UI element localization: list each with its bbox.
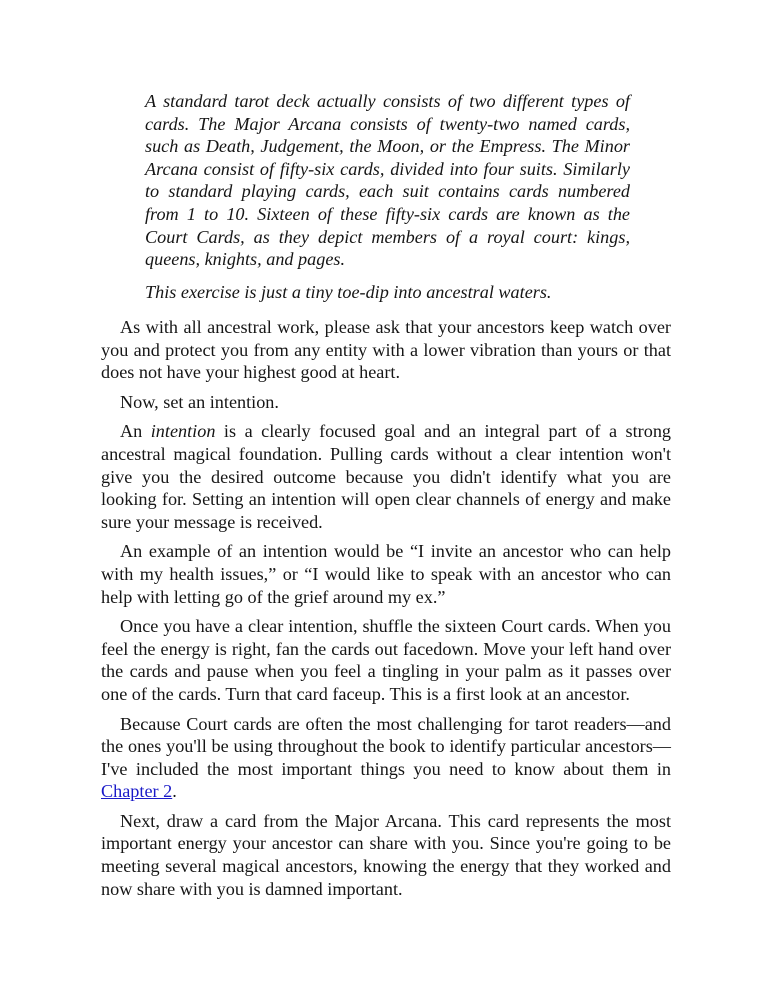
intention-lead-text: An [120, 421, 151, 442]
chapter-2-link[interactable]: Chapter 2 [101, 781, 173, 802]
intention-body-text: is a clearly focused goal and an integral part of a strong ancestral magical foundation. Pulling cards without a clear intention won't give you the desired outcome because you didn't identify what you are looking for. Setting an intention will open clear channels of energy and make sure your message is received. [101, 421, 672, 532]
paragraph-court-cards-challenge [101, 713, 671, 803]
court-cards-period: . [172, 781, 177, 802]
paragraph-set-intention: Now, set an intention. [120, 391, 279, 412]
quote-paragraph-toe-dip: This exercise is just a tiny toe-dip into ancestral waters. [145, 281, 552, 302]
intention-emphasis: intention [150, 421, 216, 442]
body-text [101, 316, 671, 900]
paragraph-intention-example: An example of an intention would be “I invite an ancestor who can help with my health issues,” or “I would like to speak with an ancestor who can help with letting go of the grief around my ex.” [101, 541, 671, 607]
paragraph-intention-definition [101, 420, 671, 533]
paragraph-ancestral-work: As with all ancestral work, please ask that your ancestors keep watch over you and protect you from any entity with a lower vibration than yours or that does not have your highest good at heart. [101, 317, 671, 383]
paragraph-major-arcana-draw: Next, draw a card from the Major Arcana. This card represents the most important energy your ancestor can share with you. Since you're going to be meeting several magical ancestors, knowing the energy that they worked and now share with you is damned important. [101, 810, 671, 899]
italic-quote-block [145, 90, 630, 303]
court-cards-text: Because Court cards are often the most challenging for tarot readers—and the ones you'll be using throughout the book to identify particular ancestors—I've included the most important things you need to know about them in [101, 713, 671, 779]
paragraph-shuffle-court-cards: Once you have a clear intention, shuffle the sixteen Court cards. When you feel the energy is right, fan the cards out facedown. Move your left hand over the cards and pause when you feel a tingling in your palm as it passes over one of the cards. Turn that card faceup. This is a first look at an ancestor. [101, 616, 671, 704]
quote-paragraph-tarot-deck: A standard tarot deck actually consists of two different types of cards. The Major Arcana consists of twenty-two named cards, such as Death, Judgement, the Moon, or the Empress. The Minor Arcana consist of fifty-six cards, divided into four suits. Similarly to standard playing cards, each suit contains cards numbered from 1 to 10. Sixteen of these fifty-six cards are known as the Court Cards, as they depict members of a royal court: kings, queens, knights, and pages. [145, 91, 630, 270]
